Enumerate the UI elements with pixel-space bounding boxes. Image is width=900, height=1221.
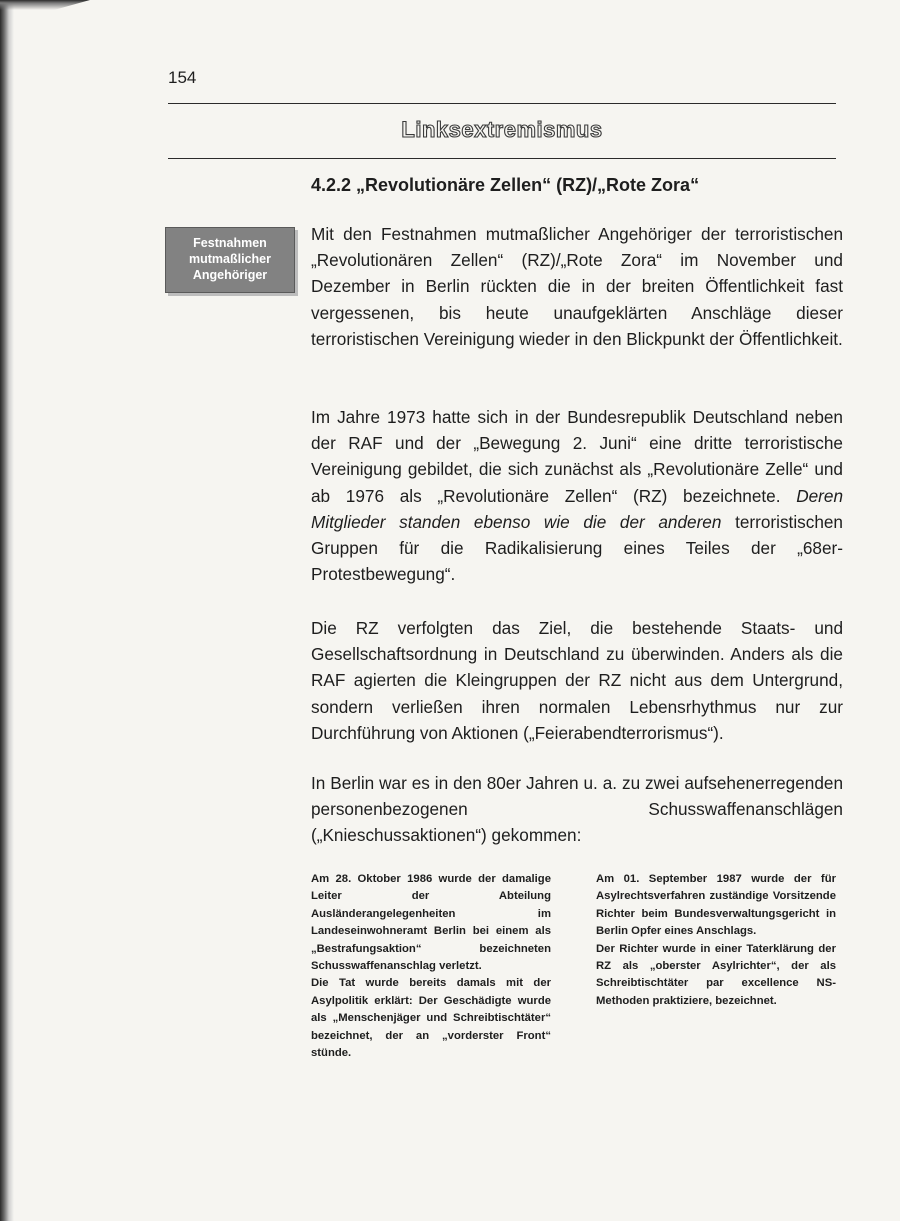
column-paragraph: Am 28. Oktober 1986 wurde der damalige Leiter der Abteilung Ausländerangelegenheiten im Landeseinwohneramt Berlin bei einem als „Bestrafungsaktion“ bezeichneten Schusswaffenanschlag verletzt. xyxy=(311,873,551,973)
paragraph-text xyxy=(311,404,843,587)
body-paragraph-1 xyxy=(311,221,843,352)
paragraph-span: Im Jahre 1973 hatte sich in der Bundesrepublik Deutschland neben der RAF und der „Bewegung 2. Juni“ eine dritte terroristische Vereinigung gebildet, die sich zunächst als „Revolutionäre Zelle“ und ab 1976 als „Revolutionäre Zellen“ (RZ) bezeichnete. xyxy=(311,407,843,506)
header-rule-bottom xyxy=(168,158,836,159)
column-left xyxy=(311,871,551,1062)
body-paragraph-4 xyxy=(311,770,843,849)
paragraph-span: terroristischen Gruppen für die Radikalisierung eines Teiles der „68er-Protestbewegung“. xyxy=(311,511,843,585)
column-right xyxy=(596,871,836,1010)
margin-note-line: Festnahmen xyxy=(193,236,267,250)
paragraph-text: In Berlin war es in den 80er Jahren u. a. zu zwei aufsehenerregenden personenbezogenen Schusswaffenanschlägen („Knieschussaktionen“) gekommen: xyxy=(311,773,843,846)
paragraph-text: Mit den Festnahmen mutmaßlicher Angehöriger der terroristischen „Revolutionären Zellen“ (RZ)/„Rote Zora“ im November und Dezember in Berlin rückten die in der breiten Öffentlichkeit fast vergessenen, bis heute unaufgeklärten Anschläge dieser terroristischen Vereinigung wieder in den Blickpunkt der Öffentlichkeit. xyxy=(311,224,843,349)
paragraph-italic-span: Deren Mitglieder standen ebenso wie die der anderen xyxy=(311,485,843,532)
header-rule-top xyxy=(168,103,836,104)
margin-note xyxy=(165,227,295,293)
paragraph-text: Die RZ verfolgten das Ziel, die bestehende Staats- und Gesellschaftsordnung in Deutschland zu überwinden. Anders als die RAF agierten die Kleingruppen der RZ nicht aus dem Untergrund, sondern verließen ihren normalen Lebensrhythmus nur zur Durchführung von Aktionen („Feierabendterrorismus“). xyxy=(311,618,843,743)
column-paragraph: Die Tat wurde bereits damals mit der Asylpolitik erklärt: Der Geschädigte wurde als „Menschenjäger und Schreibtischtäter“ bezeichnet, der an „vorderster Front“ stünde. xyxy=(311,977,551,1060)
column-paragraph: Der Richter wurde in einer Taterklärung der RZ als „oberster Asylrichter“, der als Schreibtischtäter par excellence NS-Methoden praktiziere, bezeichnet. xyxy=(596,942,836,1007)
scan-edge xyxy=(0,0,14,1221)
margin-note-line: Angehöriger xyxy=(192,268,268,282)
section-heading: 4.2.2 „Revolutionäre Zellen“ (RZ)/„Rote Zora“ xyxy=(311,175,700,195)
margin-note-line: mutmaßlicher xyxy=(189,252,271,266)
page-number: 154 xyxy=(168,68,197,87)
running-head: Linksextremismus xyxy=(401,117,603,142)
scan-corner xyxy=(0,0,90,10)
body-paragraph-2 xyxy=(311,404,843,587)
column-paragraph: Am 01. September 1987 wurde der für Asylrechtsverfahren zuständige Vorsitzende Richter beim Bundesverwaltungsgericht in Berlin Opfer eines Anschlags. xyxy=(596,873,836,938)
body-paragraph-3 xyxy=(311,615,843,746)
